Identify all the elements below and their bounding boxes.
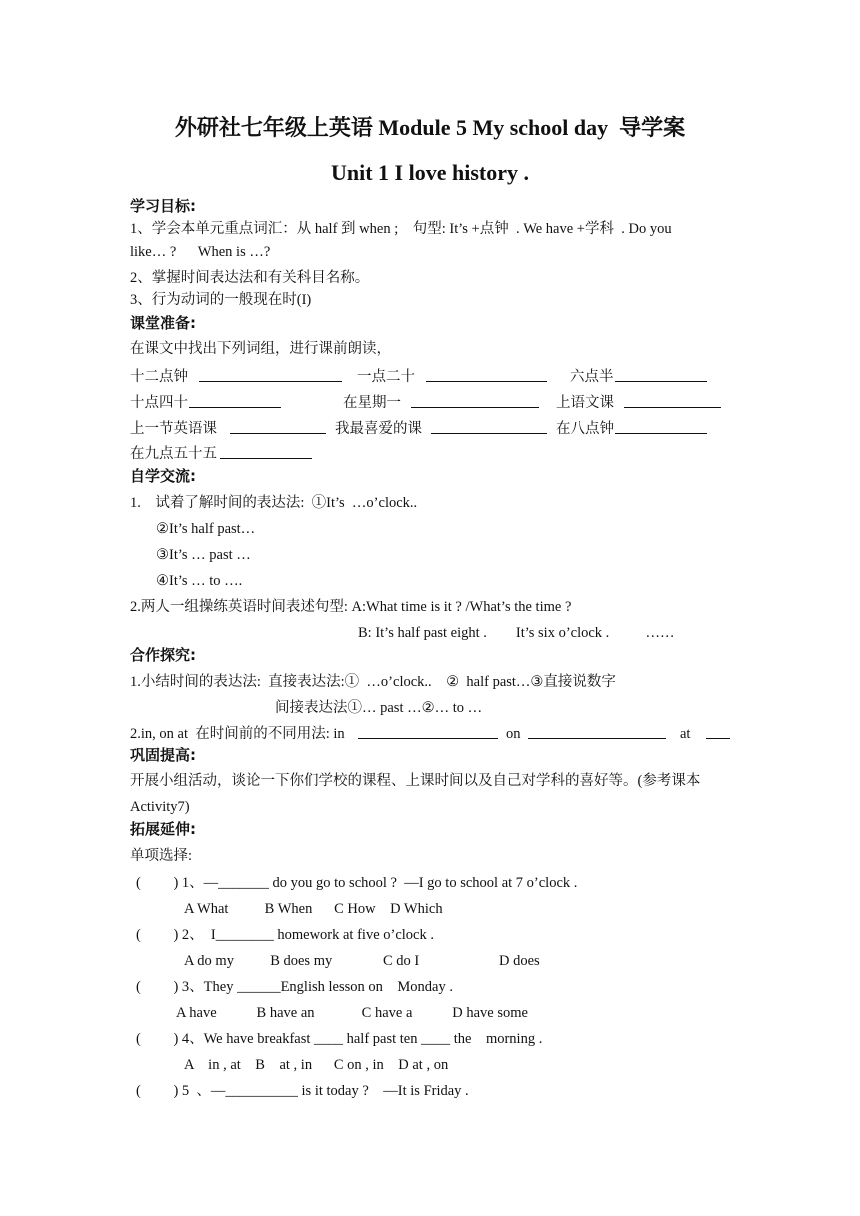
coop-heading: 合作探究: (130, 646, 196, 664)
prep-blank-6[interactable] (624, 393, 721, 408)
coop-line-1: 1.小结时间的表达法: 直接表达法:① …o’clock.. ② half past…③直接说数字 (130, 674, 616, 690)
question-4: ( ) 4、We have breakfast ____ half past ten ____ the morning . (136, 1031, 543, 1047)
prep-blank-1[interactable] (199, 367, 342, 382)
goals-line-1: 1、学会本单元重点词汇：从 half 到 when ; 句型: It’s +点钟 . We have +学科 . Do you (130, 221, 672, 237)
question-1-options: A What B When C How D Which (184, 901, 443, 917)
goals-line-2: like… ? When is …? (130, 244, 271, 260)
prep-phrase-1: 十二点钟 (130, 369, 188, 385)
self-line-1: 1. 试着了解时间的表达法: ①It’s …o’clock.. (130, 495, 418, 511)
prep-blank-3[interactable] (615, 367, 707, 382)
prep-phrase-4: 十点四十 (130, 395, 188, 411)
consolidate-line-1: 开展小组活动，谈论一下你们学校的课程、上课时间以及自己对学科的喜好等。(参考课本 (130, 773, 701, 789)
prep-blank-4[interactable] (189, 393, 281, 408)
extend-heading: 拓展延伸: (130, 820, 196, 838)
prep-heading: 课堂准备: (130, 314, 196, 332)
prep-blank-8[interactable] (431, 419, 547, 434)
page-subtitle: Unit 1 I love history . (331, 160, 529, 185)
prep-phrase-2: 一点二十 (357, 369, 415, 385)
question-5: ( ) 5 、—__________ is it today ? —It is Friday . (136, 1083, 469, 1099)
prep-blank-7[interactable] (230, 419, 326, 434)
prep-blank-2[interactable] (426, 367, 547, 382)
prep-blank-10[interactable] (220, 444, 312, 459)
coop-blank-in[interactable] (358, 724, 498, 739)
question-3-options: A have B have an C have a D have some (176, 1005, 528, 1021)
self-heading: 自学交流: (130, 467, 196, 485)
goals-line-3: 2、掌握时间表达法和有关科目名称。 (130, 270, 370, 286)
extend-intro: 单项选择: (130, 848, 193, 864)
prep-intro: 在课文中找出下列词组，进行课前朗读， (130, 341, 391, 357)
self-line-2: ②It’s half past… (156, 521, 256, 537)
coop-blank-on[interactable] (528, 724, 666, 739)
coop-line-3-at: at (680, 726, 691, 742)
prep-phrase-9: 在八点钟 (556, 421, 614, 437)
question-2: ( ) 2、 I________ homework at five o’clock . (136, 927, 434, 943)
prep-phrase-10: 在九点五十五 (130, 446, 217, 462)
coop-line-2: 间接表达法①… past …②… to … (275, 700, 483, 716)
prep-blank-9[interactable] (615, 419, 707, 434)
question-2-options: A do my B does my C do I D does (184, 953, 540, 969)
consolidate-heading: 巩固提高: (130, 746, 196, 764)
self-line-6: B: It’s half past eight . It’s six o’clock . …… (358, 625, 675, 641)
question-4-options: A in , at B at , in C on , in D at , on (184, 1057, 449, 1073)
coop-line-3-on: on (506, 726, 521, 742)
coop-blank-at[interactable] (706, 724, 730, 739)
coop-line-3: 2.in, on at 在时间前的不同用法: in (130, 726, 345, 742)
self-line-3: ③It’s … past … (156, 547, 251, 563)
goals-heading: 学习目标: (130, 197, 196, 215)
question-3: ( ) 3、They ______English lesson on Monday . (136, 979, 453, 995)
goals-line-4: 3、行为动词的一般现在时(I) (130, 292, 312, 308)
consolidate-line-2: Activity7) (130, 799, 190, 815)
prep-phrase-5: 在星期一 (343, 395, 401, 411)
page-title: 外研社七年级上英语 Module 5 My school day 导学案 (174, 115, 686, 140)
prep-blank-5[interactable] (411, 393, 539, 408)
prep-phrase-3: 六点半 (570, 369, 614, 385)
prep-phrase-6: 上语文课 (556, 395, 614, 411)
prep-phrase-8: 我最喜爱的课 (335, 421, 422, 437)
question-1: ( ) 1、—_______ do you go to school ? —I go to school at 7 o’clock . (136, 875, 578, 891)
prep-phrase-7: 上一节英语课 (130, 421, 217, 437)
self-line-5: 2.两人一组操练英语时间表述句型: A:What time is it ? /What’s the time ? (130, 599, 572, 615)
self-line-4: ④It’s … to …. (156, 573, 243, 589)
